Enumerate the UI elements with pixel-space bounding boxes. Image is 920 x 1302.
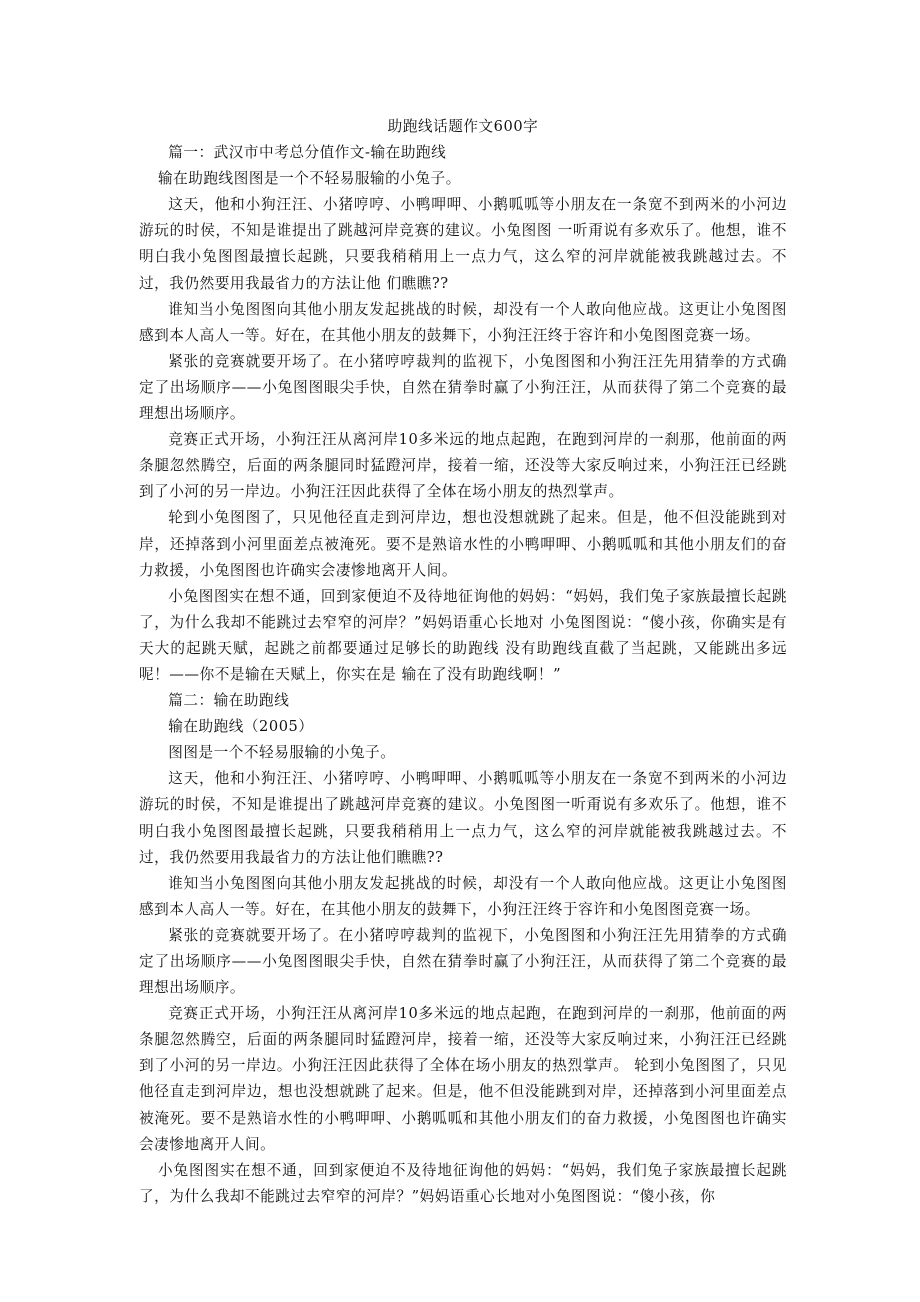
paragraph: 轮到小兔图图了，只见他径直走到河岸边，想也没想就跳了起来。但是，他不但没能跳到对岸，还掉落到小河里面差点被淹死。要不是熟谙水性的小鸭呷呷、小鹅呱呱和其他小朋友们的奋力救援，小兔图图也许确实会凄惨地离开人间。 — [139, 509, 787, 579]
paragraph: 小兔图图实在想不通，回到家便迫不及待地征询他的妈妈：“妈妈，我们兔子家族最擅长起跳了，为什么我却不能跳过去窄窄的河岸？”妈妈语重心长地对小兔图图说：“傻小孩，你 — [139, 1161, 787, 1205]
paragraph: 谁知当小兔图图向其他小朋友发起挑战的时候，却没有一个人敢向他应战。这更让小兔图图感到本人高人一等。好在，在其他小朋友的鼓舞下，小狗汪汪终于容许和小兔图图竞赛一场。 — [139, 874, 787, 918]
paragraph: 竞赛正式开场，小狗汪汪从离河岸10多米远的地点起跑，在跑到河岸的一刹那，他前面的两条腿忽然腾空，后面的两条腿同时猛蹬河岸，接着一缩，还没等大家反响过来，小狗汪汪已经跳到了小河的另一岸边。小狗汪汪因此获得了全体在场小朋友的热烈掌声。 轮到小兔图图了，只见他径直走到河岸边，想也没想就跳了起来。但是，他不但没能跳到对岸，还掉落到小河里面差点被淹死。要不是熟谙水性的小鸭呷呷、小鹅呱呱和其他小朋友们的奋力救援，小兔图图也许确实会凄惨地离开人间。 — [139, 1005, 787, 1153]
paragraph: 输在助跑线图图是一个不轻易服输的小兔子。 — [157, 170, 461, 188]
paragraph: 竞赛正式开场，小狗汪汪从离河岸10多米远的地点起跑，在跑到河岸的一刹那，他前面的两条腿忽然腾空，后面的两条腿同时猛蹬河岸，接着一缩，还没等大家反响过来，小狗汪汪已经跳到了小河的另一岸边。小狗汪汪因此获得了全体在场小朋友的热烈掌声。 — [139, 431, 787, 501]
paragraph: 紧张的竞赛就要开场了。在小猪哼哼裁判的监视下，小兔图图和小狗汪汪先用猜拳的方式确定了出场顺序——小兔图图眼尖手快，自然在猜拳时赢了小狗汪汪，从而获得了第二个竞赛的最理想出场顺序。 — [139, 352, 787, 423]
paragraph: 小兔图图实在想不通，回到家便迫不及待地征询他的妈妈：“妈妈，我们兔子家族最擅长起跳了，为什么我却不能跳过去窄窄的河岸？”妈妈语重心长地对 小兔图图说：“傻小孩，你确实是有天大的起跳天赋，起跳之前都要通过足够长的助跑线 没有助跑线直截了当起跳，又能跳出多远呢！——你不是输在天赋上，你实在是 输在了没有助跑线啊！” — [139, 587, 787, 683]
paragraph: 这天，他和小狗汪汪、小猪哼哼、小鸭呷呷、小鹅呱呱等小朋友在一条宽不到两米的小河边游玩的时侯，不知是谁提出了跳越河岸竞赛的建议。小兔图图一听甭说有多欢乐了。他想，谁不明白我小兔图图最擅长起跳，只要我稍稍用上一点力气，这么窄的河岸就能被我跳越过去。不过，我仍然要用我最省力的方法让他们瞧瞧?? — [139, 770, 787, 866]
document-title: 助跑线话题作文600字 — [387, 118, 539, 135]
section-subtitle: 输在助跑线（2005） — [168, 718, 314, 736]
section-heading-2: 篇二：输在助跑线 — [168, 692, 290, 710]
paragraph: 图图是一个不轻易服输的小兔子。 — [168, 744, 396, 762]
section-heading-1: 篇一：武汉市中考总分值作文-输在助跑线 — [168, 144, 447, 162]
paragraph: 这天，他和小狗汪汪、小猪哼哼、小鸭呷呷、小鹅呱呱等小朋友在一条宽不到两米的小河边游玩的时侯，不知是谁提出了跳越河岸竞赛的建议。小兔图图 一听甭说有多欢乐了。他想，谁不明白我小兔图图最擅长起跳，只要我稍稍用上一点力气，这么窄的河岸就能被我跳越过去。不过，我仍然要用我最省力的方法让他 们瞧瞧?? — [139, 196, 787, 292]
document-page — [139, 114, 787, 1210]
paragraph: 紧张的竞赛就要开场了。在小猪哼哼裁判的监视下，小兔图图和小狗汪汪先用猜拳的方式确定了出场顺序——小兔图图眼尖手快，自然在猜拳时赢了小狗汪汪，从而获得了第二个竞赛的最理想出场顺序。 — [139, 926, 787, 997]
paragraph: 谁知当小兔图图向其他小朋友发起挑战的时候，却没有一个人敢向他应战。这更让小兔图图感到本人高人一等。好在，在其他小朋友的鼓舞下，小狗汪汪终于容许和小兔图图竞赛一场。 — [139, 300, 787, 344]
